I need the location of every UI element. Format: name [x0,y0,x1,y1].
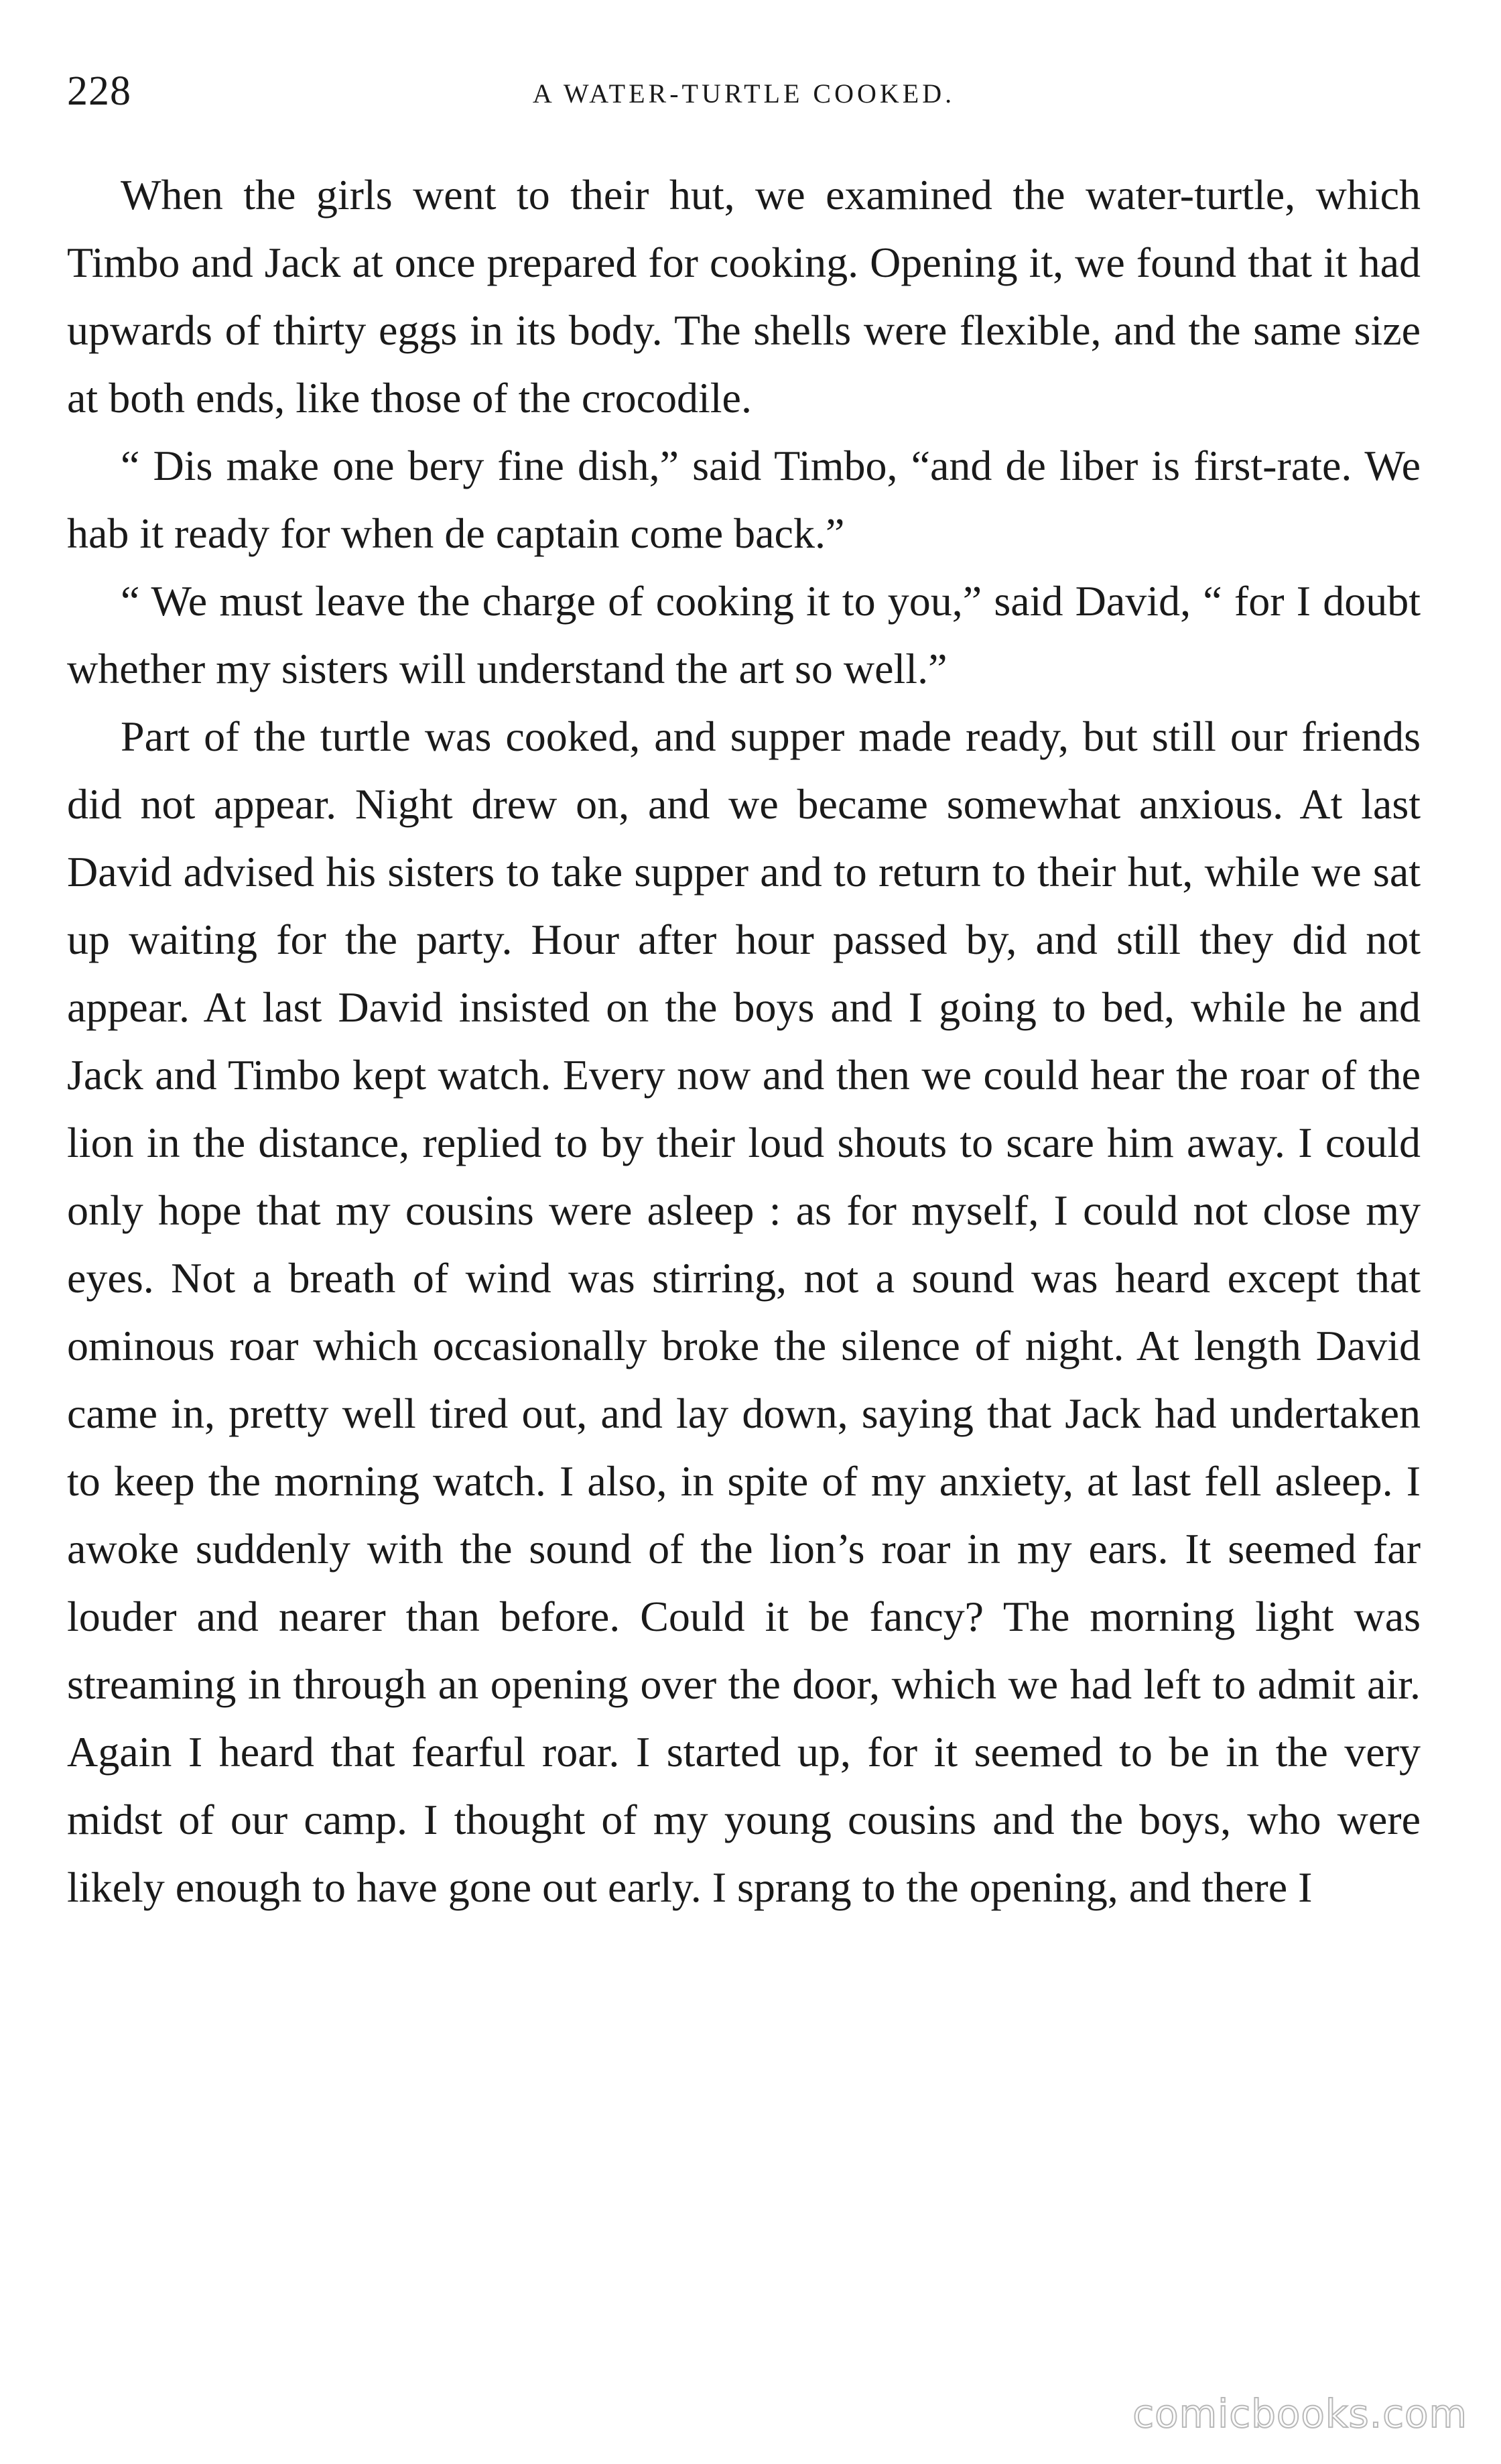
paragraph: Part of the turtle was cooked, and supper made ready, but still our friends did not appear. Night drew on, and we became somewhat anxious. At last David advised his sisters to take supper and to return to their hut, while we sat up waiting for the party. Hour after hour passed by, and still they did not appear. At last David insisted on the boys and I going to bed, while he and Jack and Timbo kept watch. Every now and then we could hear the roar of the lion in the distance, replied to by their loud shouts to scare him away. I could only hope that my cousins were asleep : as for myself, I could not close my eyes. Not a breath of wind was stirring, not a sound was heard except that ominous roar which occasionally broke the silence of night. At length David came in, pretty well tired out, and lay down, saying that Jack had undertaken to keep the morning watch. I also, in spite of my anxiety, at last fell asleep. I awoke suddenly with the sound of the lion’s roar in my ears. It seemed far louder and nearer than before. Could it be fancy? The morning light was streaming in through an opening over the door, which we had left to admit air. Again I heard that fearful roar. I started up, for it seemed to be in the very midst of our camp. I thought of my young cousins and the boys, who were likely enough to have gone out early. I sprang to the opening, and there I [67,713,1421,1911]
page-header [67,64,1421,125]
running-head: A WATER-TURTLE COOKED. [532,78,956,109]
paragraph: “ Dis make one bery fine dish,” said Timbo, “and de liber is first-rate. We hab it ready for when de captain come back.” [67,442,1421,557]
page-number: 228 [67,68,131,114]
body-text [67,161,1421,1921]
watermark: comicbooks.com [1132,2391,1467,2437]
paragraph: When the girls went to their hut, we examined the water-turtle, which Timbo and Jack at once prepared for cooking. Opening it, we found that it had upwards of thirty eggs in its body. The shells were flexible, and the same size at both ends, like those of the crocodile. [67,171,1421,422]
paragraph: “ We must leave the charge of cooking it to you,” said David, “ for I doubt whether my sisters will understand the art so well.” [67,577,1421,692]
